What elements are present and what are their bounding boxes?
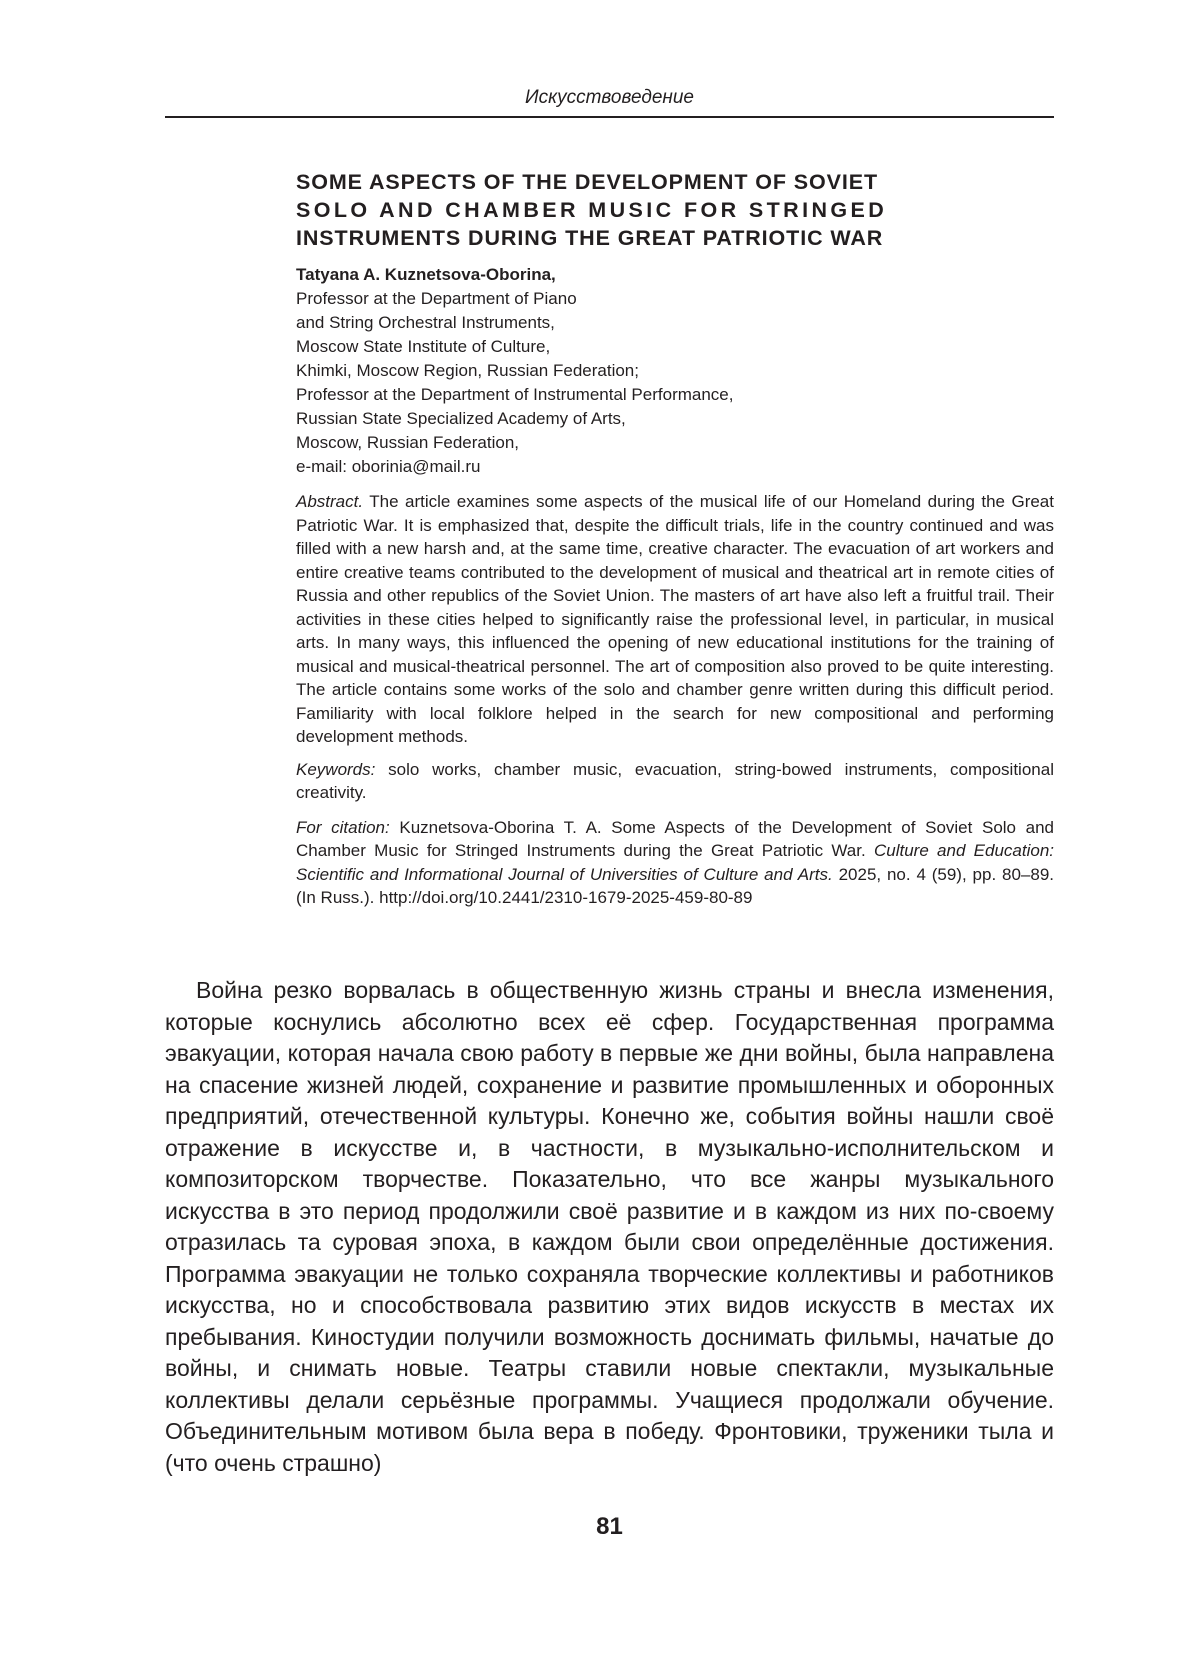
keywords — [296, 758, 1054, 805]
citation-journal: Culture and Education: Scientific and Informational Journal of Universities of Culture and Arts. — [296, 841, 1054, 884]
keywords-label: Keywords: — [296, 759, 376, 779]
article-front-matter — [296, 168, 1054, 910]
running-head: Искусствоведение — [525, 87, 694, 108]
affiliation-line: Moscow State Institute of Culture, — [296, 337, 551, 356]
title-line-1: SOME ASPECTS OF THE DEVELOPMENT OF SOVIET — [296, 170, 879, 194]
author-name: Tatyana A. Kuznetsova-Oborina, — [296, 265, 556, 284]
affiliation-line: Moscow, Russian Federation, — [296, 433, 519, 452]
article-title — [296, 168, 1054, 252]
affiliation-line: and String Orchestral Instruments, — [296, 313, 555, 332]
affiliation-line: Khimki, Moscow Region, Russian Federation; — [296, 361, 639, 380]
body-paragraph: Война резко ворвалась в общественную жизнь страны и внесла изменения, которые коснулись абсолютно всех её сфер. Государственная программа эвакуации, которая начала свою работу в первые же дни войны, была направлена на спасение жизней людей, сохранение и развитие промышленных и оборонных предприятий, отечественной культуры. Конечно же, события войны нашли своё отражение в искусстве и, в частности, в музыкально-исполнительском и композиторском творчестве. Показательно, что все жанры музыкального искусства в это период продолжили своё развитие и в каждом из них по-своему отразилась та суровая эпоха, в каждом были свои определённые достижения. Программа эвакуации не только сохраняла творческие коллективы и работников искусства, но и способствовала развитию этих видов искусств в местах их пребывания. Киностудии получили возможность доснимать фильмы, начатые до войны, и снимать новые. Театры ставили новые спектакли, музыкальные коллективы делали серьёзные программы. Учащиеся продолжали обучение. Объединительным мотивом была вера в победу. Фронтовики, труженики тыла и (что очень страшно) — [165, 977, 1054, 1476]
page-number: 81 — [596, 1513, 623, 1540]
title-line-2: SOLO AND CHAMBER MUSIC FOR STRINGED — [296, 198, 888, 222]
author-email: e-mail: oborinia@mail.ru — [296, 457, 481, 476]
title-line-3: INSTRUMENTS DURING THE GREAT PATRIOTIC WAR — [296, 226, 884, 250]
affiliation-line: Professor at the Department of Instrumental Performance, — [296, 385, 734, 404]
abstract-label: Abstract. — [296, 492, 364, 511]
affiliation-line: Professor at the Department of Piano — [296, 289, 577, 308]
header-rule — [165, 116, 1054, 118]
citation-details: 2025, no. 4 (59), pp. 80–89. (In Russ.). http://doi.org/10.2441/2310-1679-2025-459-80-89 — [296, 864, 1055, 907]
abstract-text: The article examines some aspects of the musical life of our Homeland during the Great Patriotic War. It is emphasized that, despite the difficult trials, life in the country continued and was filled with a new harsh and, at the same time, creative character. The evacuation of art workers and entire creative teams contributed to the development of musical and theatrical art in remote cities of Russia and other republics of the Soviet Union. The masters of art have also left a fruitful trail. Their activities in these cities helped to significantly raise the professional level, in particular, in musical arts. In many ways, this influenced the opening of new educational institutions for the training of musical and musical-theatrical personnel. The art of composition also proved to be quite interesting. The article contains some works of the solo and chamber genre written during this difficult period. Familiarity with local folklore helped in the search for new compositional and performing development methods. — [296, 492, 1054, 746]
citation — [296, 816, 1054, 910]
citation-label: For citation: — [296, 817, 390, 837]
citation-text: Kuznetsova-Oborina T. A. Some Aspects of the Development of Soviet Solo and Chamber Music for Stringed Instruments during the Great Patriotic War. — [296, 817, 1055, 860]
keywords-text: solo works, chamber music, evacuation, string-bowed instruments, compositional creativity. — [296, 759, 1054, 802]
author-block — [296, 263, 1054, 479]
abstract — [296, 490, 1054, 749]
affiliation-line: Russian State Specialized Academy of Arts, — [296, 409, 626, 428]
